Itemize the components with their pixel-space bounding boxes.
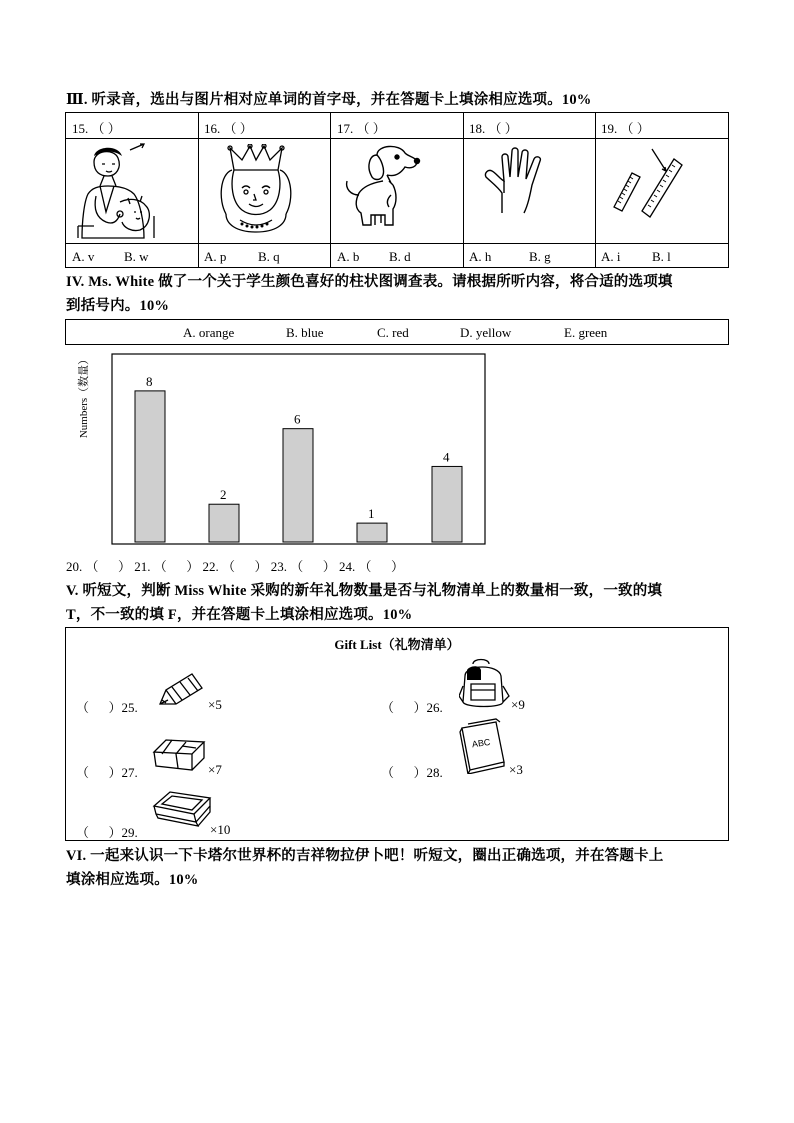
chart-bar <box>209 504 239 542</box>
section4-heading: IV. Ms. White 做了一个关于学生颜色喜好的柱状图调查表。请根据所听内容，将合适的选项填 <box>66 274 673 290</box>
section4-heading-cont: 到括号内。10% <box>66 298 170 314</box>
bar-chart <box>110 352 488 546</box>
option-yellow: D. yellow <box>460 325 512 340</box>
item-number: 15. （ ） <box>72 121 121 136</box>
option-b: B. q <box>258 249 280 264</box>
chart-data-label: 1 <box>368 506 375 522</box>
queen-icon <box>216 144 296 238</box>
chart-bar <box>283 429 313 542</box>
backpack-icon <box>459 656 511 710</box>
chart-ylabel-wrap <box>68 353 92 446</box>
chart-data-label: 2 <box>220 487 227 503</box>
gift-label: （ ）28. <box>381 765 443 780</box>
option-b: B. d <box>389 249 411 264</box>
doctor-icon <box>74 142 160 240</box>
section3-heading: Ⅲ. 听录音，选出与图片相对应单词的首字母，并在答题卡上填涂相应选项。10% <box>66 92 592 108</box>
option-b: B. l <box>652 249 671 264</box>
gift-list-title: Gift List（礼物清单） <box>334 637 460 652</box>
color-options-box <box>65 319 729 345</box>
gift-qty: ×5 <box>208 697 222 712</box>
item-number: 19. （ ） <box>601 121 650 136</box>
option-a: A. b <box>337 249 360 264</box>
option-a: A. v <box>72 249 95 264</box>
chart-data-label: 8 <box>146 373 153 389</box>
item-number: 16. （ ） <box>204 121 253 136</box>
gift-label: （ ）26. <box>381 700 443 715</box>
book-cover-text: ABC <box>471 736 491 750</box>
gift-label: （ ）27. <box>76 765 138 780</box>
pencil-icon <box>154 670 208 712</box>
section5-heading: V. 听短文，判断 Miss White 采购的新年礼物数量是否与礼物清单上的数量相一致，一致的填 <box>66 583 663 599</box>
option-b: B. g <box>529 249 551 264</box>
chart-data-label: 4 <box>443 449 450 465</box>
chart-answer-line: 20. （ ） 21. （ ） 22. （ ） 23. （ ） 24. （ ） <box>66 559 405 574</box>
option-a: A. h <box>469 249 492 264</box>
option-a: A. p <box>204 249 227 264</box>
section5-heading-cont: T，不一致的填 F，并在答题卡上填涂相应选项。10% <box>66 607 413 623</box>
picture-table <box>65 112 729 268</box>
chart-bar <box>135 391 165 542</box>
option-green: E. green <box>564 325 608 340</box>
chart-bar <box>432 466 462 542</box>
section6-heading-cont: 填涂相应选项。10% <box>66 872 199 888</box>
option-orange: A. orange <box>183 325 235 340</box>
option-b: B. w <box>124 249 149 264</box>
option-a: A. i <box>601 249 621 264</box>
gift-qty: ×7 <box>208 762 222 777</box>
pencil-box-icon <box>152 786 212 836</box>
option-blue: B. blue <box>286 325 324 340</box>
chart-ylabel: Numbers（数量） <box>78 353 90 439</box>
book-icon <box>458 718 508 774</box>
gift-label: （ ）29. <box>76 825 138 840</box>
chart-data-label: 6 <box>294 411 301 427</box>
hand-icon <box>482 147 570 217</box>
dog-icon <box>341 145 421 227</box>
item-number: 18. （ ） <box>469 121 518 136</box>
option-red: C. red <box>377 325 409 340</box>
ruler-icon <box>608 147 688 227</box>
section6-heading: VI. 一起来认识一下卡塔尔世界杯的吉祥物拉伊卜吧！听短文，圈出正确选项，并在答题卡上 <box>66 848 664 864</box>
eraser-icon <box>152 736 208 776</box>
item-number: 17. （ ） <box>337 121 386 136</box>
gift-label: （ ）25. <box>76 700 138 715</box>
gift-list-box <box>65 627 729 841</box>
chart-bar <box>357 523 387 542</box>
gift-qty: ×10 <box>210 822 231 837</box>
gift-qty: ×3 <box>509 762 523 777</box>
gift-qty: ×9 <box>511 697 525 712</box>
